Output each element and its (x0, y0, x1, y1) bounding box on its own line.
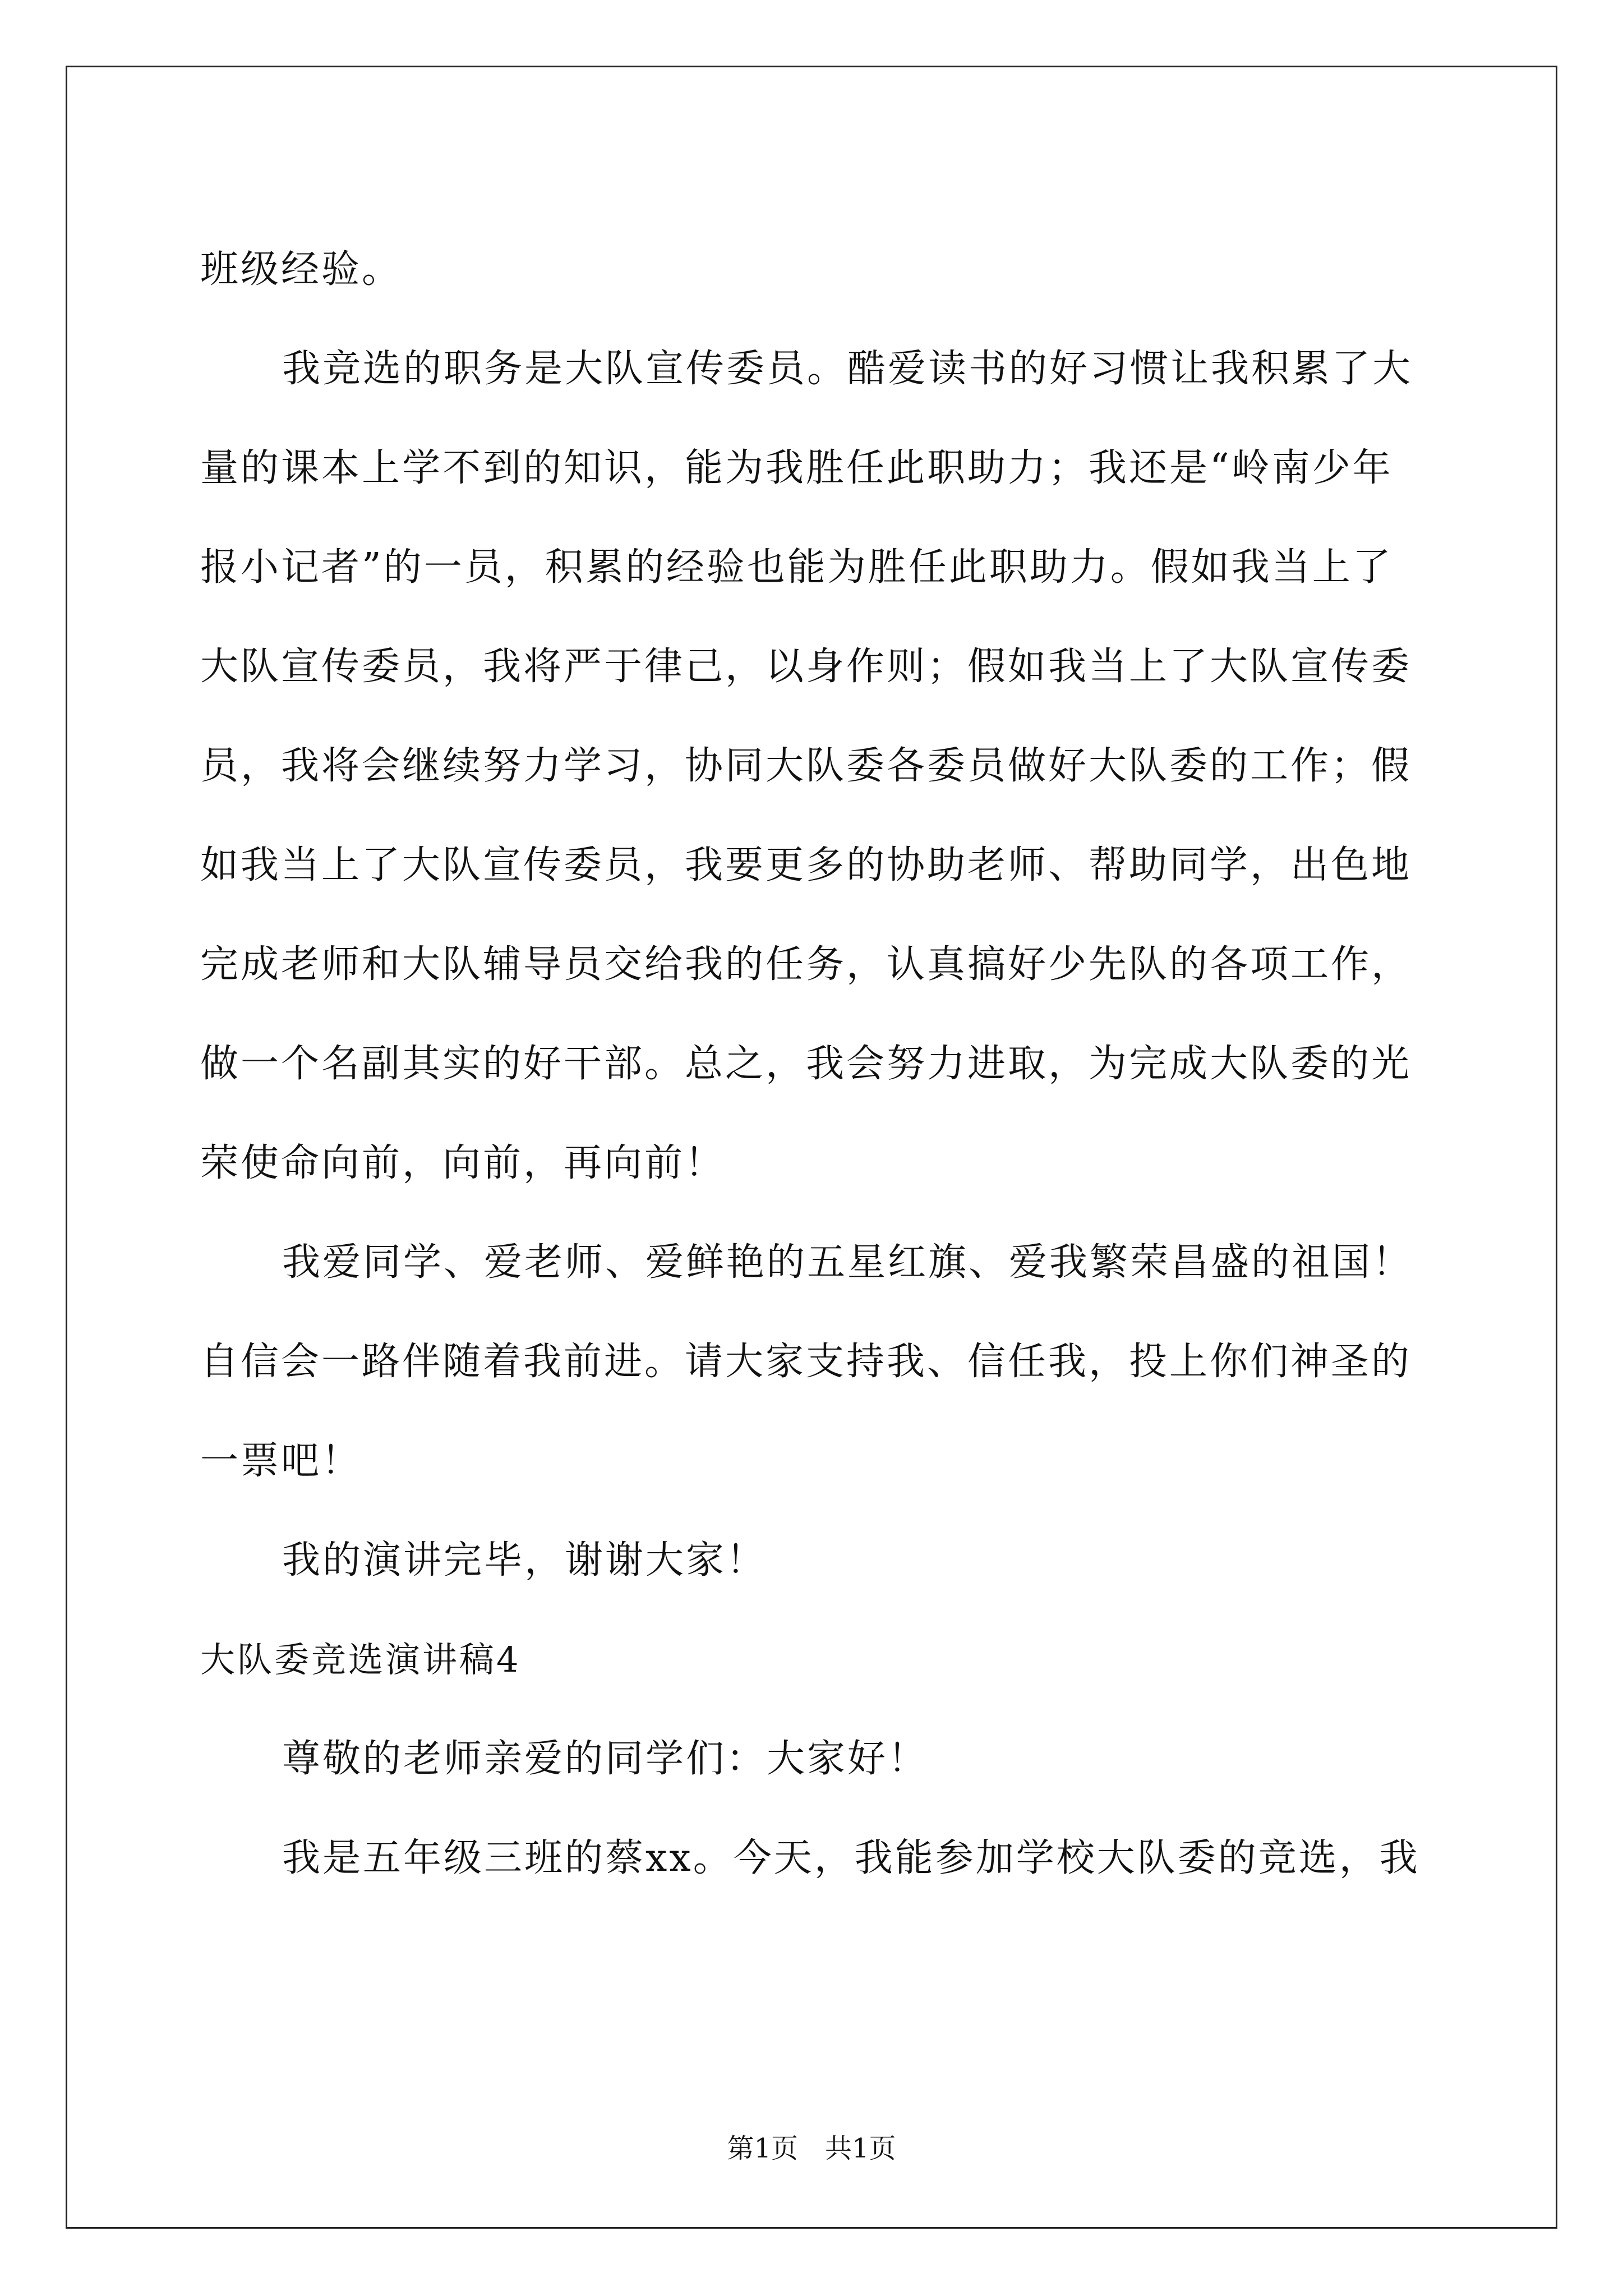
text-line: 尊敬的老师亲爱的同学们：大家好！ (282, 1737, 929, 1781)
text-line: 完成老师和大队辅导员交给我的任务，认真搞好少先队的各项工作， (200, 942, 1412, 987)
text-line: 我是五年级三班的蔡xx。今天，我能参加学校大队委的竞选，我 (282, 1836, 1420, 1880)
text-line: 荣使命向前，向前，再向前！ (200, 1141, 726, 1185)
text-line: 报小记者”的一员，积累的经验也能为胜任此职助力。假如我当上了 (200, 545, 1393, 590)
page-number-footer: 第1页 共1页 (727, 2133, 896, 2164)
text-line: 我竞选的职务是大队宣传委员。酷爱读书的好习惯让我积累了大 (282, 347, 1413, 391)
section-heading: 大队委竞选演讲稿4 (200, 1639, 521, 1680)
text-line: 班级经验。 (200, 247, 403, 292)
text-line: 员，我将会继续努力学习，协同大队委各委员做好大队委的工作；假 (200, 744, 1412, 788)
text-line: 如我当上了大队宣传委员，我要更多的协助老师、帮助同学，出色地 (200, 843, 1412, 887)
text-line: 大队宣传委员，我将严于律己，以身作则；假如我当上了大队宣传委 (200, 645, 1412, 689)
document-body (200, 220, 1420, 1908)
text-line: 量的课本上学不到的知识，能为我胜任此职助力；我还是“岭南少年 (200, 446, 1393, 490)
text-line: 做一个名副其实的好干部。总之，我会努力进取，为完成大队委的光 (200, 1042, 1412, 1086)
text-line: 我爱同学、爱老师、爱鲜艳的五星红旗、爱我繁荣昌盛的祖国！ (282, 1240, 1413, 1285)
text-line: 自信会一路伴随着我前进。请大家支持我、信任我，投上你们神圣的 (200, 1340, 1412, 1384)
text-line: 我的演讲完毕，谢谢大家！ (282, 1538, 767, 1582)
text-line: 一票吧！ (200, 1439, 362, 1483)
